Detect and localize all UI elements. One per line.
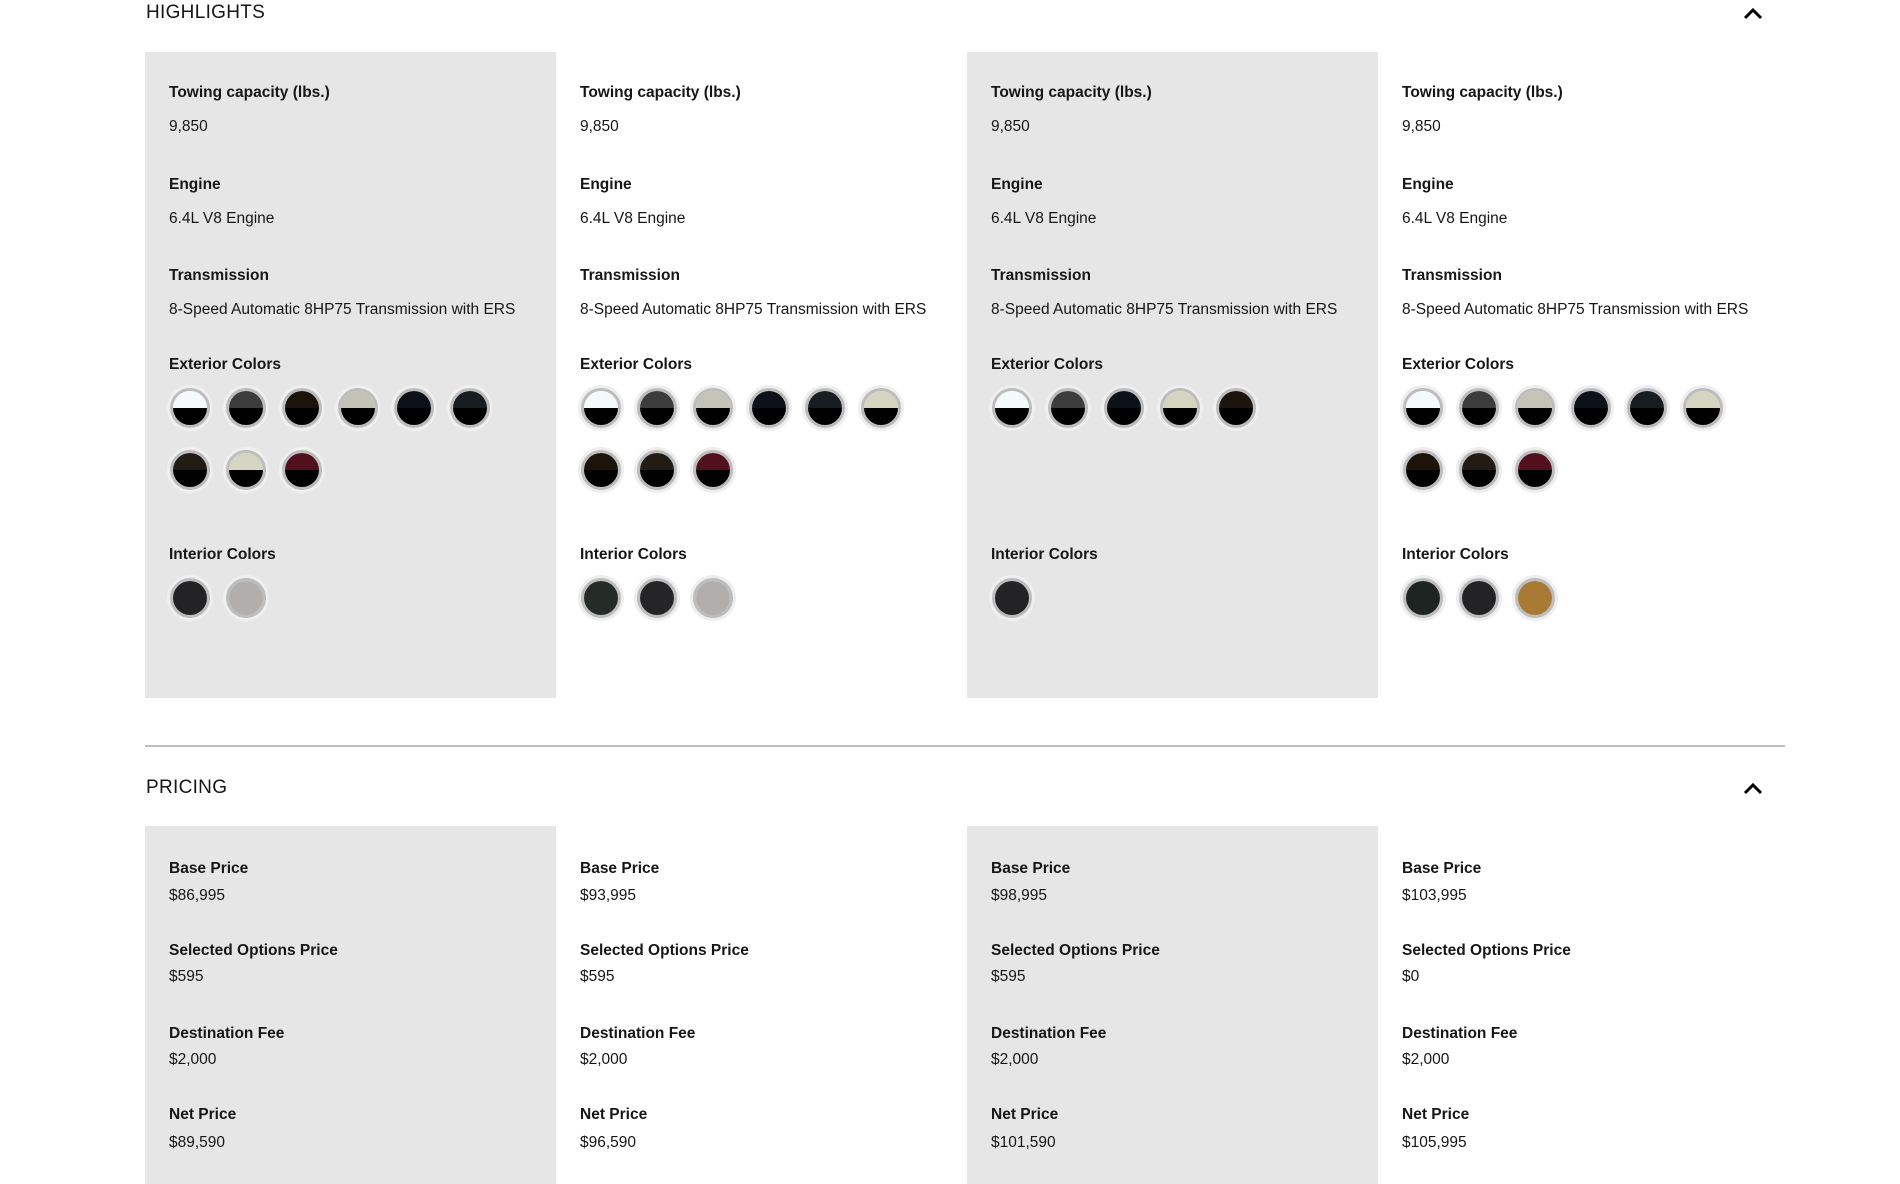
interior-colors-label: Interior Colors xyxy=(580,546,687,563)
base-price-value: $93,995 xyxy=(580,887,637,904)
swatch-fill xyxy=(1048,388,1088,428)
swatch-fill xyxy=(637,450,677,490)
exterior-color-swatch[interactable] xyxy=(578,447,624,493)
swatch-fill xyxy=(992,578,1032,618)
selected-options-price-value: $595 xyxy=(991,968,1026,985)
pricing-grid xyxy=(145,826,1789,1184)
base-price-value: $98,995 xyxy=(991,887,1048,904)
exterior-color-swatch[interactable] xyxy=(858,385,904,431)
destination-fee-value: $2,000 xyxy=(169,1051,217,1068)
exterior-color-swatch[interactable] xyxy=(634,447,680,493)
highlights-title: HIGHLIGHTS xyxy=(146,2,266,23)
exterior-colors-label: Exterior Colors xyxy=(991,356,1103,373)
swatch-fill xyxy=(226,450,266,490)
pricing-column xyxy=(1378,826,1789,1184)
exterior-color-swatch[interactable] xyxy=(1512,385,1558,431)
exterior-colors-label: Exterior Colors xyxy=(580,356,692,373)
exterior-color-swatch[interactable] xyxy=(223,447,269,493)
swatch-fill xyxy=(226,388,266,428)
net-price-label: Net Price xyxy=(991,1106,1059,1123)
exterior-color-swatch[interactable] xyxy=(391,385,437,431)
interior-color-swatch[interactable] xyxy=(167,575,213,621)
interior-color-swatches xyxy=(1400,575,1740,621)
chevron-up-icon[interactable] xyxy=(1742,6,1764,22)
exterior-color-swatch[interactable] xyxy=(1101,385,1147,431)
selected-options-price-value: $0 xyxy=(1402,968,1420,985)
swatch-fill xyxy=(1515,450,1555,490)
transmission-label: Transmission xyxy=(580,267,680,284)
engine-value: 6.4L V8 Engine xyxy=(1402,210,1508,227)
interior-colors-label: Interior Colors xyxy=(169,546,276,563)
highlights-column xyxy=(556,52,967,698)
net-price-value: $101,590 xyxy=(991,1134,1056,1151)
interior-colors-label: Interior Colors xyxy=(991,546,1098,563)
exterior-color-swatches xyxy=(167,385,507,493)
exterior-colors-label: Exterior Colors xyxy=(1402,356,1514,373)
destination-fee-value: $2,000 xyxy=(580,1051,628,1068)
exterior-color-swatch[interactable] xyxy=(1456,385,1502,431)
swatch-fill xyxy=(226,578,266,618)
swatch-fill xyxy=(1571,388,1611,428)
transmission-value: 8-Speed Automatic 8HP75 Transmission with ERS xyxy=(580,301,927,318)
interior-color-swatches xyxy=(989,575,1329,621)
swatch-fill xyxy=(1403,578,1443,618)
exterior-color-swatches xyxy=(578,385,918,493)
destination-fee-label: Destination Fee xyxy=(580,1025,696,1042)
transmission-value: 8-Speed Automatic 8HP75 Transmission with ERS xyxy=(169,301,516,318)
interior-color-swatch[interactable] xyxy=(1400,575,1446,621)
swatch-fill xyxy=(992,388,1032,428)
transmission-value: 8-Speed Automatic 8HP75 Transmission with ERS xyxy=(991,301,1338,318)
base-price-label: Base Price xyxy=(580,860,660,877)
selected-options-price-label: Selected Options Price xyxy=(169,942,338,959)
selected-options-price-label: Selected Options Price xyxy=(1402,942,1571,959)
exterior-color-swatches xyxy=(989,385,1329,431)
interior-colors-label: Interior Colors xyxy=(1402,546,1509,563)
net-price-value: $89,590 xyxy=(169,1134,226,1151)
net-price-label: Net Price xyxy=(1402,1106,1470,1123)
exterior-color-swatch[interactable] xyxy=(578,385,624,431)
exterior-color-swatch[interactable] xyxy=(746,385,792,431)
swatch-fill xyxy=(450,388,490,428)
exterior-color-swatch[interactable] xyxy=(279,447,325,493)
chevron-up-icon[interactable] xyxy=(1742,781,1764,797)
exterior-color-swatches xyxy=(1400,385,1740,493)
towing-label: Towing capacity (lbs.) xyxy=(169,84,330,101)
pricing-column xyxy=(145,826,556,1184)
transmission-label: Transmission xyxy=(1402,267,1502,284)
highlights-header[interactable] xyxy=(146,2,1786,32)
destination-fee-value: $2,000 xyxy=(991,1051,1039,1068)
towing-value: 9,850 xyxy=(1402,118,1441,135)
exterior-color-swatch[interactable] xyxy=(1680,385,1726,431)
engine-label: Engine xyxy=(169,176,221,193)
selected-options-price-label: Selected Options Price xyxy=(580,942,749,959)
swatch-fill xyxy=(1403,388,1443,428)
interior-color-swatch[interactable] xyxy=(578,575,624,621)
swatch-fill xyxy=(581,578,621,618)
swatch-fill xyxy=(581,450,621,490)
transmission-value: 8-Speed Automatic 8HP75 Transmission with ERS xyxy=(1402,301,1749,318)
destination-fee-label: Destination Fee xyxy=(1402,1025,1518,1042)
swatch-fill xyxy=(1683,388,1723,428)
exterior-color-swatch[interactable] xyxy=(1213,385,1259,431)
exterior-color-swatch[interactable] xyxy=(1568,385,1614,431)
engine-label: Engine xyxy=(991,176,1043,193)
swatch-fill xyxy=(1459,450,1499,490)
swatch-fill xyxy=(1515,578,1555,618)
exterior-color-swatch[interactable] xyxy=(802,385,848,431)
destination-fee-value: $2,000 xyxy=(1402,1051,1450,1068)
net-price-label: Net Price xyxy=(169,1106,237,1123)
towing-label: Towing capacity (lbs.) xyxy=(991,84,1152,101)
engine-value: 6.4L V8 Engine xyxy=(169,210,275,227)
destination-fee-label: Destination Fee xyxy=(169,1025,285,1042)
exterior-color-swatch[interactable] xyxy=(634,385,680,431)
exterior-color-swatch[interactable] xyxy=(690,447,736,493)
swatch-fill xyxy=(170,450,210,490)
selected-options-price-value: $595 xyxy=(580,968,615,985)
swatch-fill xyxy=(338,388,378,428)
interior-color-swatch[interactable] xyxy=(1456,575,1502,621)
selected-options-price-label: Selected Options Price xyxy=(991,942,1160,959)
net-price-value: $96,590 xyxy=(580,1134,637,1151)
exterior-color-swatch[interactable] xyxy=(989,385,1035,431)
interior-color-swatches xyxy=(578,575,918,621)
pricing-column xyxy=(556,826,967,1184)
exterior-color-swatch[interactable] xyxy=(1456,447,1502,493)
transmission-label: Transmission xyxy=(169,267,269,284)
swatch-fill xyxy=(693,388,733,428)
net-price-label: Net Price xyxy=(580,1106,648,1123)
highlights-column xyxy=(967,52,1378,698)
interior-color-swatches xyxy=(167,575,507,621)
exterior-color-swatch[interactable] xyxy=(1400,447,1446,493)
swatch-fill xyxy=(637,388,677,428)
swatch-fill xyxy=(1216,388,1256,428)
engine-label: Engine xyxy=(580,176,632,193)
swatch-fill xyxy=(749,388,789,428)
selected-options-price-value: $595 xyxy=(169,968,204,985)
highlights-column xyxy=(145,52,556,698)
base-price-label: Base Price xyxy=(991,860,1071,877)
swatch-fill xyxy=(1459,388,1499,428)
base-price-value: $86,995 xyxy=(169,887,226,904)
swatch-fill xyxy=(693,578,733,618)
exterior-color-swatch[interactable] xyxy=(167,447,213,493)
swatch-fill xyxy=(1459,578,1499,618)
pricing-header[interactable] xyxy=(146,777,1786,807)
exterior-color-swatch[interactable] xyxy=(167,385,213,431)
exterior-color-swatch[interactable] xyxy=(1157,385,1203,431)
highlights-column xyxy=(1378,52,1789,698)
towing-value: 9,850 xyxy=(991,118,1030,135)
base-price-value: $103,995 xyxy=(1402,887,1467,904)
highlights-grid xyxy=(145,52,1789,698)
swatch-fill xyxy=(1104,388,1144,428)
towing-value: 9,850 xyxy=(169,118,208,135)
swatch-fill xyxy=(1403,450,1443,490)
pricing-column xyxy=(967,826,1378,1184)
engine-value: 6.4L V8 Engine xyxy=(580,210,686,227)
swatch-fill xyxy=(693,450,733,490)
swatch-fill xyxy=(1627,388,1667,428)
swatch-fill xyxy=(170,388,210,428)
engine-value: 6.4L V8 Engine xyxy=(991,210,1097,227)
exterior-color-swatch[interactable] xyxy=(335,385,381,431)
swatch-fill xyxy=(1160,388,1200,428)
pricing-title: PRICING xyxy=(146,777,228,798)
swatch-fill xyxy=(637,578,677,618)
interior-color-swatch[interactable] xyxy=(634,575,680,621)
interior-color-swatch[interactable] xyxy=(690,575,736,621)
exterior-color-swatch[interactable] xyxy=(1624,385,1670,431)
exterior-color-swatch[interactable] xyxy=(1400,385,1446,431)
net-price-value: $105,995 xyxy=(1402,1134,1467,1151)
exterior-color-swatch[interactable] xyxy=(279,385,325,431)
exterior-color-swatch[interactable] xyxy=(1045,385,1091,431)
towing-value: 9,850 xyxy=(580,118,619,135)
base-price-label: Base Price xyxy=(169,860,249,877)
exterior-colors-label: Exterior Colors xyxy=(169,356,281,373)
interior-color-swatch[interactable] xyxy=(989,575,1035,621)
towing-label: Towing capacity (lbs.) xyxy=(580,84,741,101)
swatch-fill xyxy=(1515,388,1555,428)
exterior-color-swatch[interactable] xyxy=(1512,447,1558,493)
swatch-fill xyxy=(394,388,434,428)
section-divider xyxy=(145,745,1785,747)
swatch-fill xyxy=(282,450,322,490)
interior-color-swatch[interactable] xyxy=(223,575,269,621)
interior-color-swatch[interactable] xyxy=(1512,575,1558,621)
engine-label: Engine xyxy=(1402,176,1454,193)
towing-label: Towing capacity (lbs.) xyxy=(1402,84,1563,101)
transmission-label: Transmission xyxy=(991,267,1091,284)
swatch-fill xyxy=(282,388,322,428)
swatch-fill xyxy=(805,388,845,428)
destination-fee-label: Destination Fee xyxy=(991,1025,1107,1042)
swatch-fill xyxy=(861,388,901,428)
exterior-color-swatch[interactable] xyxy=(447,385,493,431)
exterior-color-swatch[interactable] xyxy=(223,385,269,431)
swatch-fill xyxy=(581,388,621,428)
base-price-label: Base Price xyxy=(1402,860,1482,877)
exterior-color-swatch[interactable] xyxy=(690,385,736,431)
swatch-fill xyxy=(170,578,210,618)
